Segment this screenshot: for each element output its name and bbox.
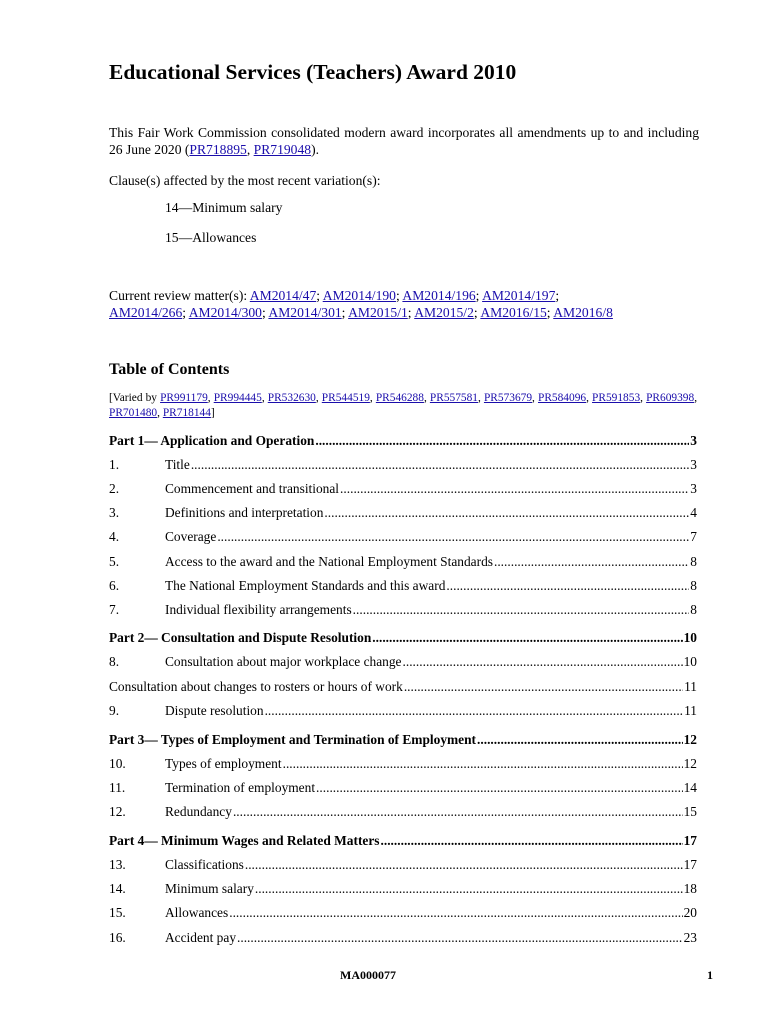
toc-row[interactable]: [109, 702, 697, 720]
toc-row[interactable]: [109, 456, 697, 474]
toc-page-number: 8: [690, 578, 697, 593]
toc-clause-number: 12.: [109, 804, 126, 819]
toc-leader-dots: [324, 504, 689, 522]
review-link[interactable]: AM2014/266: [109, 305, 183, 320]
toc-clause-number: 13.: [109, 857, 126, 872]
toc-leader-dots: [353, 601, 690, 619]
toc-leader-dots: [315, 432, 689, 450]
review-link[interactable]: AM2014/197: [482, 288, 556, 303]
review-link[interactable]: AM2015/1: [348, 305, 408, 320]
review-link[interactable]: AM2014/190: [322, 288, 396, 303]
toc-leader-dots: [191, 456, 689, 474]
varied-link[interactable]: PR557581: [429, 392, 478, 404]
review-link[interactable]: AM2014/47: [249, 288, 317, 303]
toc-leader-dots: [316, 779, 683, 797]
toc-entry-title[interactable]: Accident pay: [165, 930, 237, 945]
toc-entry-title[interactable]: The National Employment Standards and this award: [165, 578, 446, 593]
toc-clause-number: 6.: [109, 578, 120, 593]
toc-clause-number: 15.: [109, 905, 126, 920]
toc-entry-title[interactable]: Allowances: [165, 905, 229, 920]
clauses-heading: Clause(s) affected by the most recent variation(s):: [109, 173, 381, 188]
review-link[interactable]: AM2014/300: [188, 305, 262, 320]
toc-entry-title[interactable]: Commencement and transitional: [165, 481, 340, 496]
varied-link[interactable]: PR573679: [483, 392, 533, 404]
toc-clause-number: 9.: [109, 703, 120, 718]
toc-clause-number: 7.: [109, 602, 120, 617]
toc-clause-number: 5.: [109, 554, 120, 569]
toc-entry-title[interactable]: Title: [165, 457, 190, 472]
footer-page-number: 1: [707, 968, 713, 982]
toc-entry-title[interactable]: Part 3— Types of Employment and Termination of Employment: [109, 732, 477, 747]
toc-row[interactable]: [109, 678, 697, 696]
review-link[interactable]: AM2014/301: [268, 305, 342, 320]
toc-leader-dots: [237, 929, 683, 947]
toc-row[interactable]: [109, 553, 697, 571]
toc-entry-title[interactable]: Consultation about changes to rosters or hours of work: [109, 679, 403, 694]
toc-heading: Table of Contents: [109, 361, 230, 378]
toc-clause-number: 2.: [109, 481, 120, 496]
toc-part-row[interactable]: [109, 832, 697, 850]
toc-clause-number: 8.: [109, 654, 120, 669]
toc-page-number: 3: [690, 433, 697, 448]
toc-row[interactable]: [109, 480, 697, 498]
toc-clause-number: 16.: [109, 930, 126, 945]
review-link[interactable]: AM2014/196: [402, 288, 476, 303]
toc-leader-dots: [233, 803, 683, 821]
toc-page-number: 11: [684, 679, 697, 694]
toc-page-number: 15: [683, 804, 697, 819]
footer-award-code: MA000077: [340, 968, 396, 982]
toc-entry-title[interactable]: Types of employment: [165, 756, 282, 771]
toc-leader-dots: [229, 904, 682, 922]
toc-page-number: 14: [683, 780, 697, 795]
toc-page-number: 3: [690, 481, 697, 496]
toc-row[interactable]: [109, 779, 697, 797]
toc-leader-dots: [245, 856, 683, 874]
toc-entry-title[interactable]: Part 1— Application and Operation: [109, 433, 315, 448]
clause-item: 14—Minimum salary: [165, 200, 283, 215]
toc-page-number: 23: [683, 930, 697, 945]
toc-page-number: 11: [684, 703, 697, 718]
toc-page-number: 8: [690, 554, 697, 569]
toc-entry-title[interactable]: Classifications: [165, 857, 244, 872]
toc-row[interactable]: [109, 755, 697, 773]
toc-page-number: 8: [690, 602, 697, 617]
toc-leader-dots: [372, 629, 682, 647]
toc-row[interactable]: [109, 880, 697, 898]
varied-link[interactable]: PR991179: [160, 392, 208, 404]
toc-leader-dots: [446, 577, 689, 595]
toc-clause-number: 11.: [109, 780, 126, 795]
toc-page-number: 12: [683, 732, 697, 747]
toc-row[interactable]: [109, 929, 697, 947]
toc-entry-title[interactable]: Consultation about major workplace change: [165, 654, 402, 669]
toc-leader-dots: [255, 880, 683, 898]
varied-link[interactable]: PR994445: [213, 392, 262, 404]
toc-clause-number: 14.: [109, 881, 126, 896]
varied-link[interactable]: PR544519: [321, 392, 370, 404]
varied-link[interactable]: PR546288: [375, 392, 424, 404]
toc-row[interactable]: [109, 856, 697, 874]
toc-page-number: 7: [690, 529, 697, 544]
toc-leader-dots: [340, 480, 689, 498]
toc-entry-title[interactable]: Minimum salary: [165, 881, 254, 896]
toc-part-row[interactable]: [109, 432, 697, 450]
review-label: Current review matter(s):: [109, 288, 250, 303]
toc-entry-title[interactable]: Dispute resolution: [165, 703, 264, 718]
varied-link[interactable]: PR532630: [267, 392, 316, 404]
document-title: Educational Services (Teachers) Award 2010: [109, 60, 517, 84]
toc-row[interactable]: [109, 601, 697, 619]
toc-clause-number: 1.: [109, 457, 120, 472]
toc-row[interactable]: [109, 528, 697, 546]
varied-prefix: [Varied by: [109, 392, 161, 404]
varied-link[interactable]: PR718144: [162, 407, 211, 419]
toc-page-number: 4: [690, 505, 697, 520]
toc-leader-dots: [494, 553, 689, 571]
toc-row[interactable]: [109, 653, 697, 671]
toc-clause-number: 3.: [109, 505, 120, 520]
toc-row[interactable]: [109, 504, 697, 522]
toc-clause-number: 4.: [109, 529, 120, 544]
intro-paragraph: [109, 124, 699, 158]
toc-row[interactable]: [109, 577, 697, 595]
toc-entry-title[interactable]: Individual flexibility arrangements: [165, 602, 352, 617]
toc-entry-title[interactable]: Definitions and interpretation: [165, 505, 324, 520]
toc-entry-title[interactable]: Termination of employment: [165, 780, 316, 795]
intro-separator: ,: [246, 142, 254, 157]
toc-page-number: 17: [683, 857, 697, 872]
varied-link[interactable]: PR591853: [592, 392, 641, 404]
toc-page-number: 12: [683, 756, 697, 771]
toc-entry-title[interactable]: Access to the award and the National Employment Standards: [165, 554, 493, 569]
toc-part-row[interactable]: [109, 629, 697, 647]
toc-part-row[interactable]: [109, 731, 697, 749]
link-pr718895[interactable]: PR718895: [189, 142, 247, 157]
toc-leader-dots: [283, 755, 683, 773]
toc-entry-title[interactable]: Part 4— Minimum Wages and Related Matters: [109, 833, 380, 848]
toc-leader-dots: [404, 678, 683, 696]
varied-by-list: [Varied by PR991179, PR994445, PR532630, PR544519, PR546288, PR557581, PR573679, PR584096, PR591853, PR609398, PR701480, PR718144]: [109, 392, 698, 419]
toc-row[interactable]: [109, 803, 697, 821]
toc-page-number: 18: [683, 881, 697, 896]
varied-link[interactable]: PR701480: [109, 407, 158, 419]
toc-row[interactable]: [109, 904, 697, 922]
toc-leader-dots: [265, 702, 684, 720]
toc-leader-dots: [381, 832, 683, 850]
clause-item: 15—Allowances: [165, 230, 257, 245]
toc-page-number: 17: [683, 833, 697, 848]
review-link[interactable]: AM2015/2: [414, 305, 474, 320]
review-link[interactable]: AM2016/15: [480, 305, 547, 320]
toc-page-number: 10: [683, 630, 697, 645]
toc-page-number: 20: [683, 905, 697, 920]
varied-link[interactable]: PR609398: [646, 392, 695, 404]
toc-page-number: 3: [690, 457, 697, 472]
varied-suffix: ]: [210, 407, 215, 419]
toc-clause-number: 10.: [109, 756, 126, 771]
review-matters: Current review matter(s): AM2014/47; AM2014/190; AM2014/196; AM2014/197; AM2014/266; AM2014/300; AM2014/301; AM2015/1; AM2015/2; AM2016/15; AM2016/8: [109, 288, 613, 320]
intro-text: This Fair Work Commission consolidated modern award incorporates all amendments up to and including 26 June 2020 (: [109, 125, 699, 157]
review-link[interactable]: AM2016/8: [553, 305, 613, 320]
toc-entry-title[interactable]: Part 2— Consultation and Dispute Resolution: [109, 630, 372, 645]
toc-leader-dots: [477, 731, 683, 749]
toc-page-number: 10: [683, 654, 697, 669]
toc-leader-dots: [217, 528, 689, 546]
toc-entry-title[interactable]: Coverage: [165, 529, 217, 544]
varied-link[interactable]: PR584096: [537, 392, 587, 404]
toc-entry-title[interactable]: Redundancy: [165, 804, 232, 819]
toc-leader-dots: [403, 653, 683, 671]
link-pr719048[interactable]: PR719048: [253, 142, 312, 157]
intro-text-end: ).: [311, 142, 319, 157]
